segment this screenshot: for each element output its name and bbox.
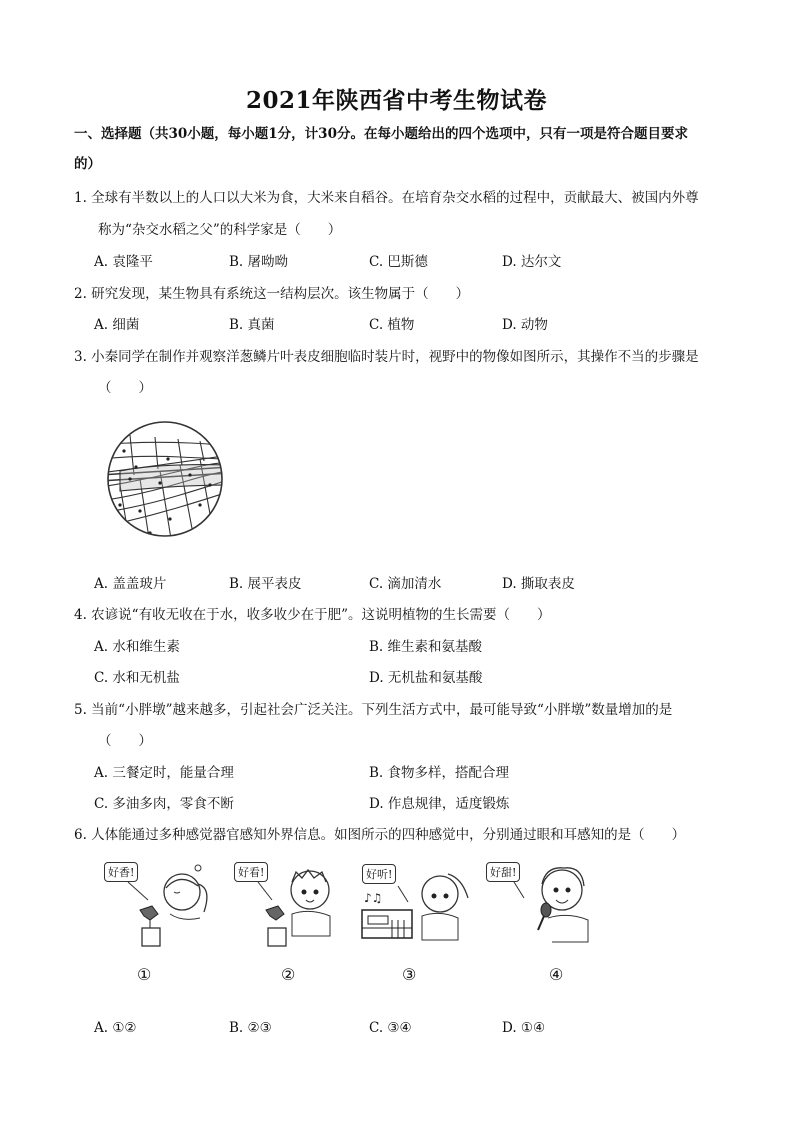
figure-label-1: ① — [137, 965, 152, 984]
question-3-option-a: A. 盖盖玻片 — [94, 576, 167, 592]
question-3-option-b: B. 展平表皮 — [229, 576, 302, 592]
question-1-line2: 称为“杂交水稻之父”的科学家是（ ） — [98, 222, 342, 238]
speech-bubble-4: 好甜! — [486, 862, 520, 882]
question-1-option-c: C. 巴斯德 — [369, 254, 428, 270]
question-5-line1: 5. 当前“小胖墩”越来越多，引起社会广泛关注。下列生活方式中，最可能导致“小胖墩”数量增加的是 — [74, 702, 673, 718]
question-3-line2: （ ） — [98, 380, 152, 396]
speech-bubble-2: 好看! — [234, 862, 268, 882]
question-6-option-d: D. ①④ — [502, 1020, 546, 1036]
question-1-option-d: D. 达尔文 — [502, 254, 562, 270]
speech-bubble-3: 好听! — [362, 864, 396, 884]
question-4-option-a: A. 水和维生素 — [94, 639, 180, 655]
section-heading-line2: 的） — [74, 156, 101, 172]
figure-label-2: ② — [281, 965, 296, 984]
question-2-option-d: D. 动物 — [502, 317, 548, 333]
question-1-line1: 1. 全球有半数以上的人口以大米为食，大米来自稻谷。在培育杂交水稻的过程中，贡献最大、被国内外尊 — [74, 190, 699, 206]
question-4-line1: 4. 农谚说“有收无收在于水，收多收少在于肥”。这说明植物的生长需要（ ） — [74, 607, 551, 623]
question-6-option-a: A. ①② — [94, 1020, 137, 1036]
question-4-option-c: C. 水和无机盐 — [94, 670, 180, 686]
question-6-line1: 6. 人体能通过多种感觉器官感知外界信息。如图所示的四种感觉中，分别通过眼和耳感知的是（ ） — [74, 827, 686, 843]
question-3-option-c: C. 滴加清水 — [369, 576, 442, 592]
sense-figure-4 — [484, 858, 604, 948]
question-6-option-b: B. ②③ — [229, 1020, 272, 1036]
question-3-option-d: D. 撕取表皮 — [502, 576, 575, 592]
question-2-option-a: A. 细菌 — [94, 317, 140, 333]
question-4-option-b: B. 维生素和氨基酸 — [369, 639, 483, 655]
question-1-option-b: B. 屠呦呦 — [229, 254, 289, 270]
question-1-option-a: A. 袁隆平 — [94, 254, 153, 270]
question-6-option-c: C. ③④ — [369, 1020, 412, 1036]
sense-figure-3 — [358, 858, 488, 948]
question-5-option-b: B. 食物多样，搭配合理 — [369, 765, 510, 781]
sense-figure-1 — [100, 858, 220, 948]
section-heading-line1: 一、选择题（共30小题，每小题1分，计30分。在每小题给出的四个选项中，只有一项是符合题目要求 — [74, 126, 688, 142]
speech-bubble-1: 好香! — [104, 862, 138, 882]
question-5-line2: （ ） — [98, 733, 152, 749]
question-5-option-a: A. 三餐定时，能量合理 — [94, 765, 234, 781]
question-2-option-c: C. 植物 — [369, 317, 415, 333]
question-4-option-d: D. 无机盐和氨基酸 — [369, 670, 483, 686]
question-2-line1: 2. 研究发现，某生物具有系统这一结构层次。该生物属于（ ） — [74, 286, 470, 302]
section-heading — [74, 119, 734, 179]
svg-text:♪♫: ♪♫ — [364, 891, 383, 905]
page-title: 2021年陕西省中考生物试卷 — [245, 87, 547, 114]
question-2-option-b: B. 真菌 — [229, 317, 275, 333]
microscope-field-figure — [100, 415, 230, 545]
question-5-option-d: D. 作息规律，适度锻炼 — [369, 796, 510, 812]
figure-label-3: ③ — [402, 965, 417, 984]
sense-figure-2 — [230, 858, 350, 948]
figure-label-4: ④ — [549, 965, 564, 984]
question-5-option-c: C. 多油多肉，零食不断 — [94, 796, 234, 812]
question-3-line1: 3. 小秦同学在制作并观察洋葱鳞片叶表皮细胞临时装片时，视野中的物像如图所示，其操作不当的步骤是 — [74, 349, 699, 365]
